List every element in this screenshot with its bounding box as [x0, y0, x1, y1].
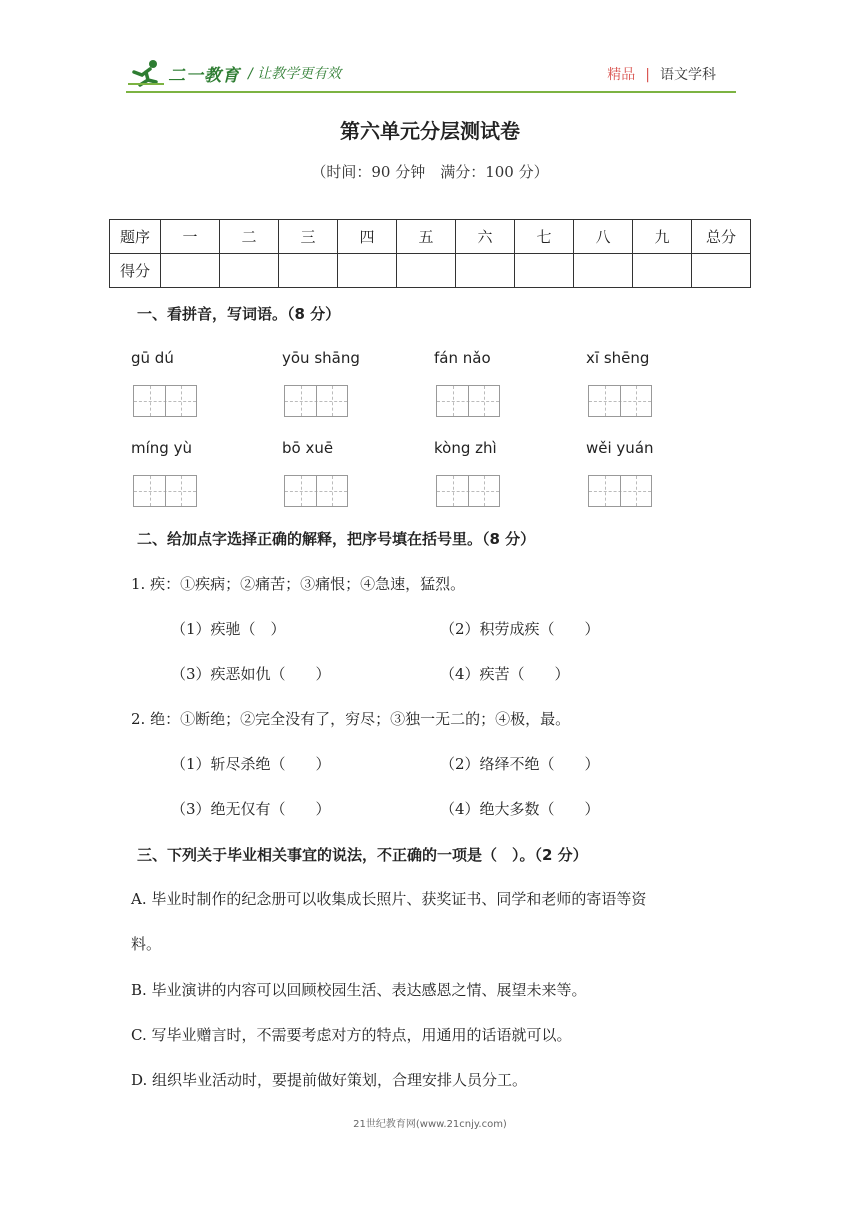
- writing-grid[interactable]: [588, 385, 652, 417]
- header-separator: |: [645, 67, 650, 83]
- writing-grid[interactable]: [436, 385, 500, 417]
- question-stem: 1. 疾：①疾病；②痛苦；③痛恨；④急速，猛烈。: [131, 575, 466, 593]
- exam-info: （时间：90 分钟 满分：100 分）: [311, 163, 549, 181]
- section3-heading: 三、下列关于毕业相关事宜的说法，不正确的一项是（ ）。（2 分）: [137, 846, 588, 864]
- score-table: [109, 219, 751, 288]
- score-cell[interactable]: [338, 254, 397, 288]
- option-b: B. 毕业演讲的内容可以回顾校园生活、表达感恩之情、展望未来等。: [131, 981, 587, 999]
- score-table-header-row: [110, 220, 751, 254]
- pinyin-label: wěi yuán: [586, 439, 654, 457]
- pinyin-label: xī shēng: [586, 349, 650, 367]
- pinyin-label: fán nǎo: [434, 349, 491, 367]
- score-cell[interactable]: [220, 254, 279, 288]
- writing-grid[interactable]: [436, 475, 500, 507]
- section2-heading: 二、给加点字选择正确的解释，把序号填在括号里。（8 分）: [137, 530, 536, 548]
- writing-grid[interactable]: [284, 475, 348, 507]
- pinyin-label: gū dú: [131, 349, 174, 367]
- slogan: / 让教学更有效: [248, 66, 342, 82]
- score-cell[interactable]: [456, 254, 515, 288]
- answer-item: （4）疾苦（ ）: [440, 665, 570, 683]
- writing-grid[interactable]: [284, 385, 348, 417]
- score-table-score-row: [110, 254, 751, 288]
- runner-logo-icon: [126, 58, 166, 88]
- section1-heading: 一、看拼音，写词语。（8 分）: [137, 305, 341, 323]
- score-cell[interactable]: [574, 254, 633, 288]
- header-right: [607, 64, 716, 84]
- writing-grid[interactable]: [133, 385, 197, 417]
- pinyin-label: yōu shāng: [282, 349, 360, 367]
- header-divider: [126, 91, 736, 93]
- answer-item: （4）绝大多数（ ）: [440, 800, 600, 818]
- pinyin-label: kòng zhì: [434, 439, 497, 457]
- score-cell[interactable]: [692, 254, 751, 288]
- score-header-cell: 三: [279, 220, 338, 254]
- answer-item: （2）积劳成疾（ ）: [440, 620, 600, 638]
- score-header-cell: 五: [397, 220, 456, 254]
- score-cell[interactable]: [161, 254, 220, 288]
- question-stem: 2. 绝：①断绝；②完全没有了，穷尽；③独一无二的；④极，最。: [131, 710, 571, 728]
- pinyin-label: bō xuē: [282, 439, 334, 457]
- pinyin-label: míng yù: [131, 439, 192, 457]
- score-cell[interactable]: [397, 254, 456, 288]
- score-header-cell: 六: [456, 220, 515, 254]
- quality-tag: 精品: [607, 67, 636, 83]
- subject-label: 语文学科: [660, 67, 716, 83]
- option-a-cont: 料。: [131, 935, 162, 953]
- writing-grid[interactable]: [588, 475, 652, 507]
- option-c: C. 写毕业赠言时，不需要考虑对方的特点，用通用的话语就可以。: [131, 1026, 572, 1044]
- answer-item: （3）绝无仅有（ ）: [171, 800, 331, 818]
- answer-item: （1）疾驰（ ）: [171, 620, 286, 638]
- logo-text: 二一教育: [168, 66, 240, 86]
- score-cell[interactable]: [515, 254, 574, 288]
- score-header-cell: 总分: [692, 220, 751, 254]
- score-header-cell: 七: [515, 220, 574, 254]
- score-header-cell: 题序: [110, 220, 161, 254]
- score-header-cell: 九: [633, 220, 692, 254]
- page-title: 第六单元分层测试卷: [340, 119, 520, 143]
- writing-grid[interactable]: [133, 475, 197, 507]
- score-cell[interactable]: [279, 254, 338, 288]
- score-cell[interactable]: [633, 254, 692, 288]
- score-header-cell: 八: [574, 220, 633, 254]
- score-header-cell: 二: [220, 220, 279, 254]
- answer-item: （3）疾恶如仇（ ）: [171, 665, 331, 683]
- option-a: A. 毕业时制作的纪念册可以收集成长照片、获奖证书、同学和老师的寄语等资: [131, 890, 647, 908]
- answer-item: （1）斩尽杀绝（ ）: [171, 755, 331, 773]
- score-row-label: 得分: [110, 254, 161, 288]
- score-header-cell: 一: [161, 220, 220, 254]
- answer-item: （2）络绎不绝（ ）: [440, 755, 600, 773]
- footer: 21世纪教育网(www.21cnjy.com): [353, 1119, 507, 1130]
- score-header-cell: 四: [338, 220, 397, 254]
- option-d: D. 组织毕业活动时，要提前做好策划，合理安排人员分工。: [131, 1071, 528, 1089]
